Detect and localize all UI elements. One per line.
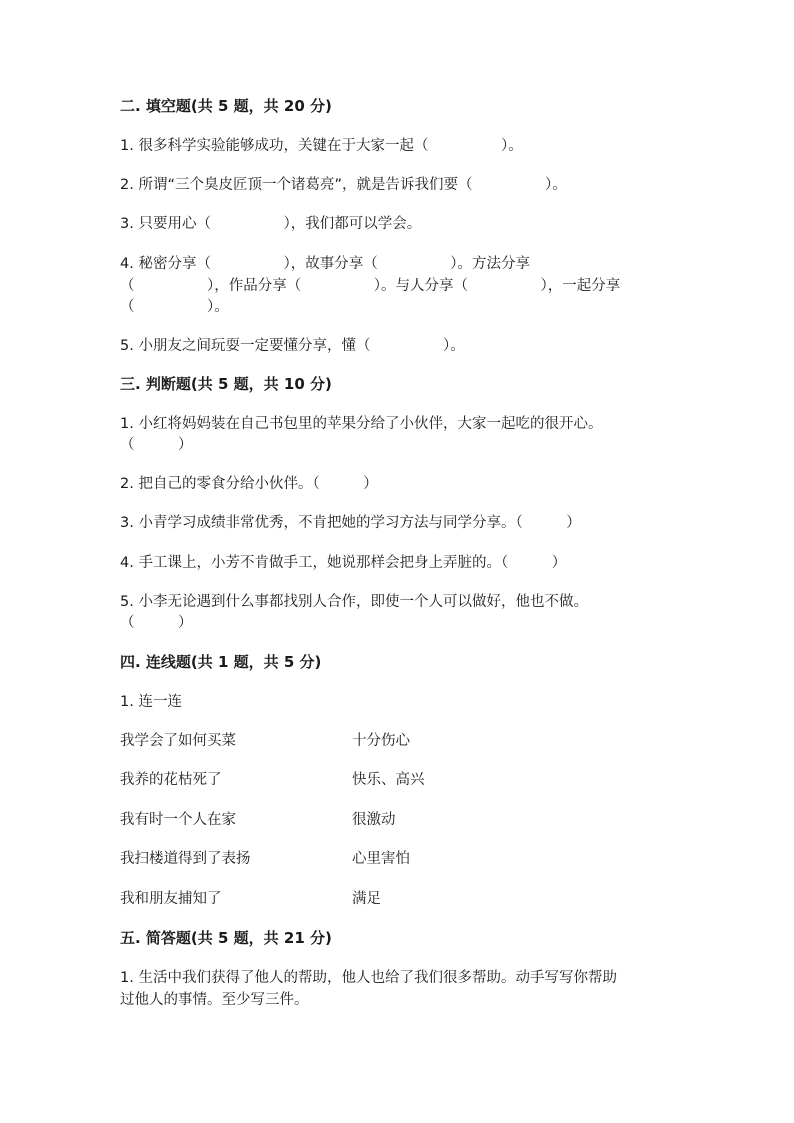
judge-question-5-line-1: 5. 小李无论遇到什么事都找别人合作，即使一个人可以做好，他也不做。 <box>120 594 588 610</box>
match-left-item: 我扫楼道得到了表扬 <box>120 851 251 867</box>
section-2-title: 二. 填空题(共 5 题，共 20 分) <box>120 97 332 115</box>
match-right-item: 满足 <box>352 891 381 907</box>
fill-question-1: 1. 很多科学实验能够成功，关键在于大家一起（ ）。 <box>120 138 523 154</box>
fill-question-4-line-2: （ ），作品分享（ ）。与人分享（ ），一起分享 <box>120 278 621 294</box>
section-5-title: 五. 简答题(共 5 题，共 21 分) <box>120 929 332 947</box>
fill-question-3: 3. 只要用心（ ），我们都可以学会。 <box>120 216 422 232</box>
match-left-item: 我养的花枯死了 <box>120 772 222 788</box>
judge-question-1-line-1: 1. 小红将妈妈装在自己书包里的苹果分给了小伙伴，大家一起吃的很开心。 <box>120 416 603 432</box>
match-question-1: 1. 连一连 <box>120 694 182 710</box>
fill-question-2: 2. 所谓“三个臭皮匠顶一个诸葛亮”，就是告诉我们要（ ）。 <box>120 177 567 193</box>
match-right-item: 很激动 <box>352 812 396 828</box>
match-right-item: 十分伤心 <box>352 733 410 749</box>
short-answer-question-1-line-2: 过他人的事情。至少写三件。 <box>120 992 309 1008</box>
match-right-item: 快乐、高兴 <box>352 772 425 788</box>
judge-question-3: 3. 小青学习成绩非常优秀，不肯把她的学习方法与同学分享。（ ） <box>120 515 581 531</box>
fill-question-4-line-3: （ ）。 <box>120 299 229 315</box>
short-answer-question-1-line-1: 1. 生活中我们获得了他人的帮助，他人也给了我们很多帮助。动手写写你帮助 <box>120 970 617 986</box>
match-left-item: 我有时一个人在家 <box>120 812 236 828</box>
section-4-title: 四. 连线题(共 1 题，共 5 分) <box>120 653 322 671</box>
match-left-item: 我和朋友捕知了 <box>120 891 222 907</box>
match-left-item: 我学会了如何买菜 <box>120 733 236 749</box>
judge-question-5-line-2: （ ） <box>120 615 193 631</box>
fill-question-5: 5. 小朋友之间玩耍一定要懂分享，懂（ ）。 <box>120 338 465 354</box>
match-right-item: 心里害怕 <box>352 851 410 867</box>
section-3-title: 三. 判断题(共 5 题，共 10 分) <box>120 375 332 393</box>
fill-question-4-line-1: 4. 秘密分享（ ），故事分享（ ）。方法分享 <box>120 256 530 272</box>
judge-question-4: 4. 手工课上，小芳不肯做手工，她说那样会把身上弄脏的。（ ） <box>120 555 567 571</box>
judge-question-1-line-2: （ ） <box>120 437 193 453</box>
judge-question-2: 2. 把自己的零食分给小伙伴。（ ） <box>120 476 378 492</box>
